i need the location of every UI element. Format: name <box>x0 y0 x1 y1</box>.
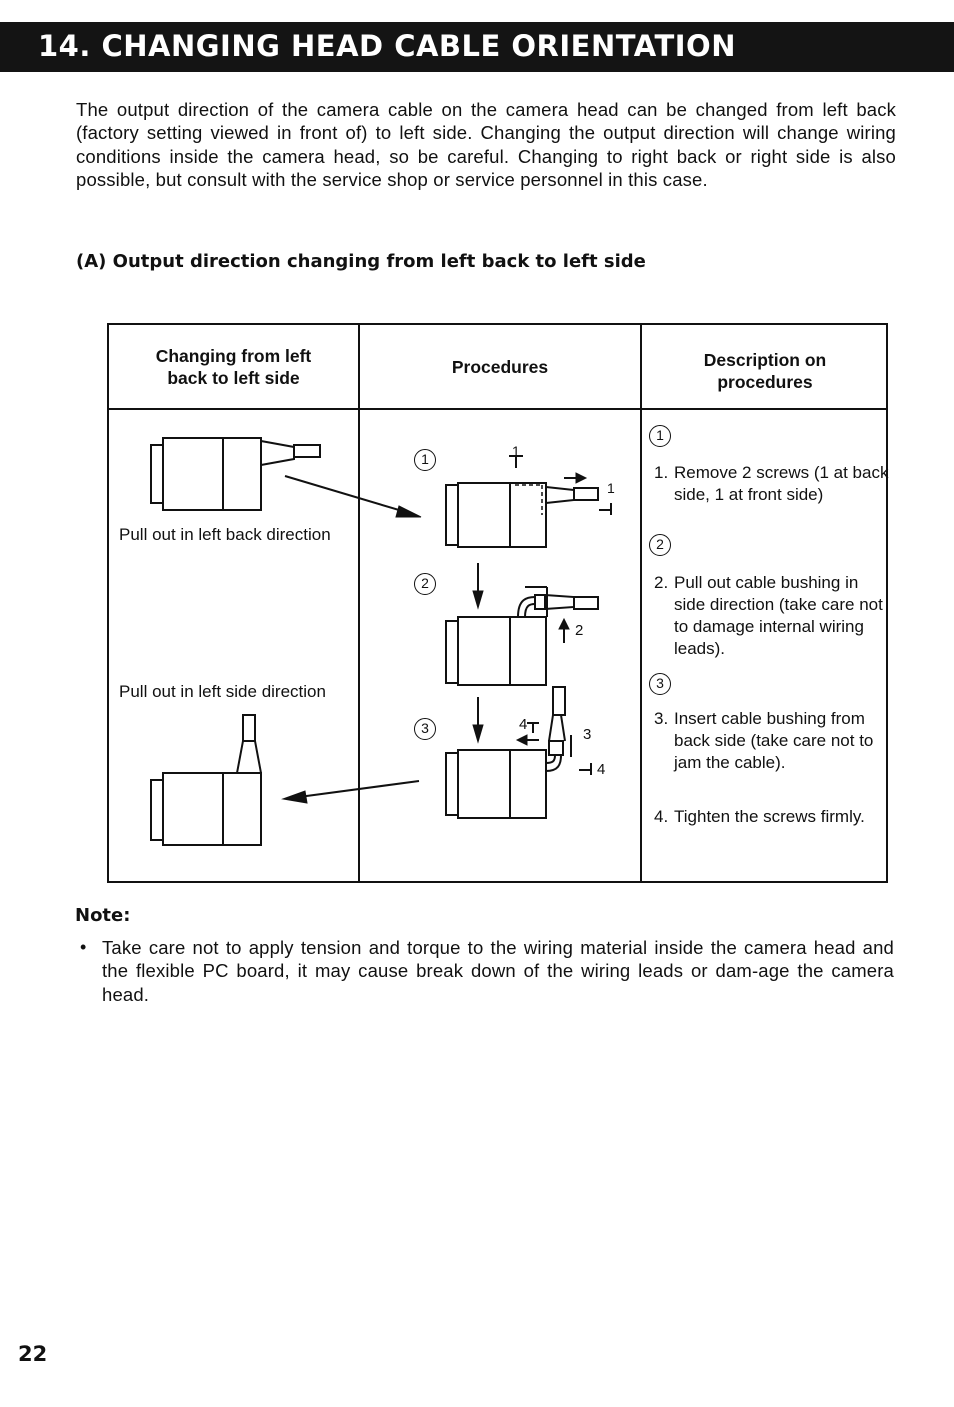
diagram-label: 4 <box>597 761 606 778</box>
description-number: 3. <box>654 709 669 728</box>
camera-left-side-icon <box>151 715 261 845</box>
note-label: Note: <box>75 905 131 926</box>
description-number: 2. <box>654 573 669 592</box>
header-changing-line2: back to left side <box>167 367 300 388</box>
header-description-line2: procedures <box>717 371 813 392</box>
intro-paragraph: The output direction of the camera cable on the camera head can be changed from left back (factory setting viewed in front of) to left side. Changing the output direction will change wiring conditions inside the camera head, so be careful. Changing to right back or right side is also possible, but consult with the service shop or service personnel in this case. <box>76 99 896 190</box>
step1-camera-icon <box>446 483 598 547</box>
header-procedures-text: Procedures <box>451 356 549 377</box>
page-number: 22 <box>18 1342 48 1366</box>
diagram-label: 2 <box>575 622 584 639</box>
step-marker-1: 1 <box>414 449 436 471</box>
title-bar <box>0 22 954 72</box>
description-text: Insert cable bushing from back side (take care not to jam the cable). <box>674 709 874 772</box>
page-title: 14. CHANGING HEAD CABLE ORIENTATION <box>38 29 736 63</box>
note-bullet: • <box>80 937 87 957</box>
label-left-side: Pull out in left side direction <box>119 682 326 701</box>
description-number: 1. <box>654 463 669 482</box>
desc-marker-1: 1 <box>649 425 671 447</box>
section-heading: (A) Output direction changing from left back to left side <box>76 251 646 272</box>
note-text: Take care not to apply tension and torque to the wiring material inside the camera head and the flexible PC board, it may cause break down of the wiring leads or dam-age the camera head. <box>102 937 894 1005</box>
description-number: 4. <box>654 807 669 826</box>
step-marker-3: 3 <box>414 718 436 740</box>
description-text: Remove 2 screws (1 at back side, 1 at front side) <box>674 463 889 504</box>
desc-marker-2: 2 <box>649 534 671 556</box>
diagram-label: 1 <box>512 443 520 459</box>
step-marker-2: 2 <box>414 573 436 595</box>
step3-camera-icon <box>446 687 571 818</box>
camera-left-back-icon <box>151 438 320 510</box>
header-changing-line1: Changing from left <box>155 345 312 366</box>
diagram-label: 3 <box>583 726 592 743</box>
desc-marker-3: 3 <box>649 673 671 695</box>
diagram-label: 4 <box>519 716 528 733</box>
diagram-label: 1 <box>607 480 615 496</box>
description-text: Tighten the screws firmly. <box>674 807 865 826</box>
label-left-back: Pull out in left back direction <box>119 525 331 544</box>
description-text: Pull out cable bushing in side direction (take care not to damage internal wiring leads). <box>674 573 883 658</box>
procedure-table <box>107 323 888 883</box>
header-description-line1: Description on <box>703 349 827 370</box>
